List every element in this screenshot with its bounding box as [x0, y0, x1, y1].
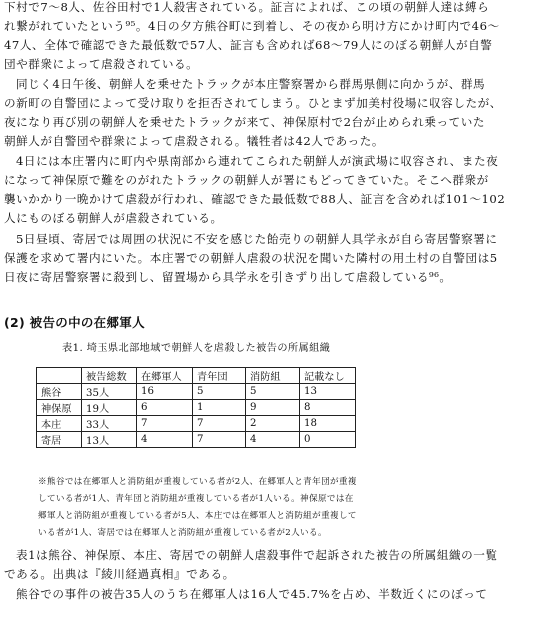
table-cell: 13 [300, 384, 356, 400]
table-header-cell: 消防組 [246, 368, 300, 384]
table-note-line: 郷軍人と消防組が重複している者が5人、本庄では在郷軍人と消防組が重複して [38, 511, 357, 521]
table-cell: 4 [137, 432, 193, 448]
text-line: 熊谷での事件の被告35人のうち在郷軍人は16人で45.7%を占め、半数近くにのぼって [16, 587, 488, 601]
table-cell: 熊谷 [37, 384, 82, 400]
table-cell: 16 [137, 384, 193, 400]
text-line: 団や群衆によって虐殺されている。 [4, 57, 199, 71]
text-line: 襲いかかり一晩かけて虐殺が行われ、確認できた最低数で88人、証言を含めれば101〜102 [4, 192, 506, 206]
table-note-line: ※熊谷では在郷軍人と消防組が重複している者が2人、在郷軍人と青年団が重複 [38, 477, 357, 487]
text-line: である。出典は『綾川経過真相』である。 [4, 567, 235, 581]
table-cell: 1 [193, 400, 246, 416]
table-cell: 4 [246, 432, 300, 448]
table-header-cell: 記載なし [300, 368, 356, 384]
table-cell: 19人 [82, 400, 137, 416]
affiliation-table [36, 367, 356, 448]
text-line: になって神保原で難をのがれたトラックの朝鮮人が署にもどってきていた。そこへ群衆が [4, 173, 489, 187]
table-row [37, 400, 356, 416]
table-cell: 6 [137, 400, 193, 416]
text-line: 保護を求めて署内にいた。本庄署での朝鮮人虐殺の状況を聞いた隣村の用土村の自警団は5 [4, 251, 498, 265]
text-line: 夜になり再び別の朝鮮人を乗せたトラックが来て、神保原村で2台が止められ乗っていた [4, 115, 486, 129]
table-cell: 35人 [82, 384, 137, 400]
table-cell: 7 [137, 416, 193, 432]
table-cell: 本庄 [37, 416, 82, 432]
table-header-cell [37, 368, 82, 384]
table-header-cell: 在郷軍人 [137, 368, 193, 384]
table-cell: 7 [193, 416, 246, 432]
text-line: 人にものぼる朝鮮人が虐殺されている。 [4, 211, 223, 225]
table-cell: 0 [300, 432, 356, 448]
section-heading: (2) 被告の中の在郷軍人 [4, 315, 145, 330]
table-cell: 7 [193, 432, 246, 448]
table-cell: 9 [246, 400, 300, 416]
table-cell: 2 [246, 416, 300, 432]
text-line: の新町の自警団によって受け取りを拒否されてしまう。ひとまず加美村役場に収容したが、 [4, 96, 502, 110]
table-cell: 18 [300, 416, 356, 432]
table-cell: 5 [193, 384, 246, 400]
table-header-cell: 青年団 [193, 368, 246, 384]
text-line: 下村で7〜8人、佐谷田村で1人殺害されている。証言によれば、この頃の朝鮮人達は縛ら [4, 0, 490, 14]
table-row [37, 416, 356, 432]
text-line: 47人、全体で確認できた最低数で57人、証言も含めれば68〜79人にのぼる朝鮮人が自警 [4, 38, 493, 52]
table-cell: 5 [246, 384, 300, 400]
text-line: 朝鮮人が自警団や群衆によって虐殺される。犠牲者は42人であった。 [4, 134, 385, 148]
text-line: 5日昼頃、寄居では周囲の状況に不安を感じた飴売りの朝鮮人具学永が自ら寄居警察署に [16, 232, 498, 246]
table-cell: 33人 [82, 416, 137, 432]
text-line: 4日には本庄署内に町内や県南部から連れてこられた朝鮮人が演武場に収容され、また夜 [16, 154, 499, 168]
table-note-line: している者が1人、青年団と消防組が重複している者が1人いる。神保原では在 [38, 494, 354, 504]
table-cell: 寄居 [37, 432, 82, 448]
table-caption: 表1. 埼玉県北部地域で朝鮮人を虐殺した被告の所属組織 [62, 343, 331, 354]
text-line: 同じく4日午後、朝鮮人を乗せたトラックが本庄警察署から群馬県側に向かうが、群馬 [16, 77, 486, 91]
table-header-row [37, 368, 356, 384]
text-line: れ繋がれていたという⁹⁵。4日の夕方熊谷町に到着し、その夜から明け方にかけ町内で46〜 [4, 19, 500, 33]
table-cell: 13人 [82, 432, 137, 448]
table-header-cell: 被告総数 [82, 368, 137, 384]
table-note-line: いる者が1人、寄居では在郷軍人と消防組が重複している者が2人いる。 [38, 528, 327, 538]
text-line: 日夜に寄居警察署に殺到し、留置場から具学永を引きずり出して虐殺している⁹⁶。 [4, 270, 452, 284]
text-line: 表1は熊谷、神保原、本庄、寄居での朝鮮人虐殺事件で起訴された被告の所属組織の一覧 [16, 548, 498, 562]
table-cell: 8 [300, 400, 356, 416]
table-row [37, 384, 356, 400]
table-cell: 神保原 [37, 400, 82, 416]
table-row [37, 432, 356, 448]
